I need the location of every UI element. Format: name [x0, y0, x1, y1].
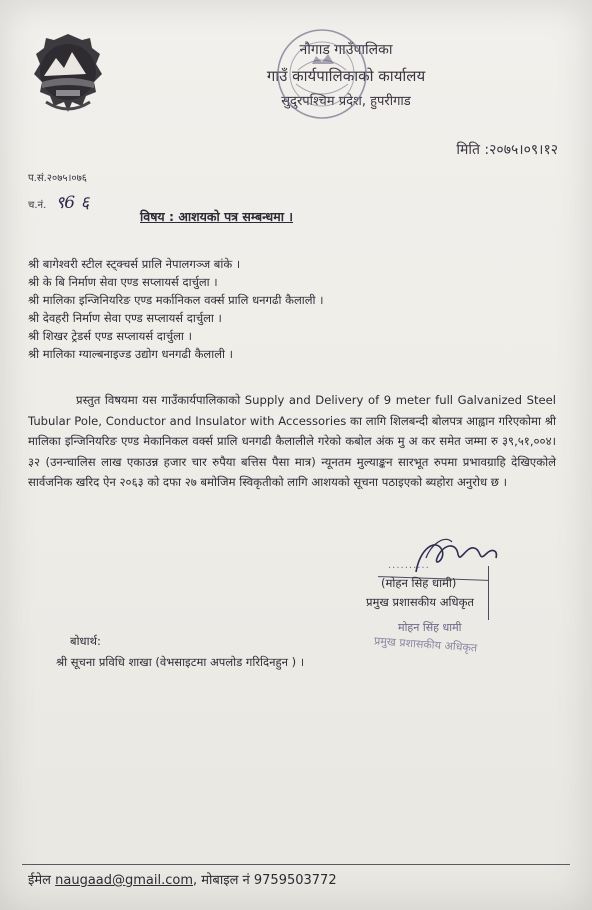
stamp-title: प्रमुख प्रशासकीय अधिकृत	[373, 634, 478, 655]
dispatch-label: च.नं.	[28, 200, 47, 211]
signatory-title: प्रमुख प्रशासकीय अधिकृत	[366, 595, 474, 609]
stamp-name: मोहन सिंह धामी	[398, 621, 462, 634]
email-label: ईमेल	[28, 873, 51, 888]
letter-body: प्रस्तुत विषयमा यस गाउँकार्यपालिकाको Supply and Delivery of 9 meter full Galvanized Steel Tubular Pole, Conductor and Insulator with Accessories का लागि शिलबन्दी बोलपत्र आह्वान गरिएकोमा श्री मालिका इन्जिनियरिङ एण्ड मेकानिकल वर्क्स प्रालि धनगढी कैलालीले गरेको कबोल अंक मु अ कर समेत जम्मा रु ३९,५१,००४।३२ (उनन्चालिस लाख एकाउन्न हजार चार रुपैया बत्तिस पैसा मात्र) न्यूनतम मुल्याङ्कन सारभूत रुपमा प्रभावग्राहि देखिएकोले सार्वजनिक खरिद ऐन २०६३ को दफा २७ बमोजिम स्विकृतीको लागि आशयको सूचना पठाइएको ब्यहोरा अनुरोध छ ।	[28, 393, 556, 489]
recipient-list	[28, 255, 324, 363]
recipient-item: श्री देवहरी निर्माण सेवा एण्ड सप्लायर्स दार्चुला ।	[28, 311, 222, 325]
dispatch-number	[28, 190, 89, 213]
reference-number: प.सं.२०७५।०७६	[28, 173, 87, 184]
mobile-number: , मोबाइल नं 9759503772	[193, 873, 337, 888]
footer-contact	[28, 870, 337, 888]
letter-date: मिति :२०७५।०९।१२	[456, 142, 558, 158]
recipient-item: श्री मालिका इन्जिनियरिङ एण्ड मर्कानिकल वर्क्स प्रालि धनगढी कैलाली ।	[28, 293, 324, 307]
bodhartha-item: श्री सूचना प्रविधि शाखा (वेभसाइटमा अपलोड गरिदिनहुन ) ।	[56, 655, 305, 669]
recipient-item: श्री मालिका ग्याल्बनाइज्ड उद्योग धनगढी कैलाली ।	[28, 347, 233, 361]
bodhartha-label: बोधार्थ:	[70, 634, 101, 648]
municipality-name: नौगाड गाउँपालिका	[299, 42, 393, 58]
letter-subject: विषय : आशयको पत्र सम्बन्धमा ।	[140, 209, 294, 224]
signature-scribble	[386, 528, 526, 580]
recipient-item: श्री शिखर ट्रेडर्स एण्ड सप्लायर्स दार्चुला ।	[28, 329, 192, 343]
signature-dots: ..........	[388, 560, 430, 571]
email-link[interactable]: naugaad@gmail.com	[55, 873, 194, 888]
stamp-line	[488, 566, 489, 620]
office-name: गाउँ कार्यपालिकाको कार्यालय	[266, 67, 426, 85]
signatory-name: (मोहन सिह धामी)	[381, 576, 457, 590]
recipient-item: श्री बागेश्वरी स्टील स्ट्क्चर्स प्रालि नेपालगञ्ज बांके ।	[28, 257, 241, 271]
dispatch-value: ९6 ६	[55, 193, 90, 213]
footer-divider	[22, 864, 570, 865]
office-seal-icon	[262, 20, 382, 128]
office-address: सुदुरपश्चिम प्रदेश, हुपरीगाड	[281, 94, 411, 109]
recipient-item: श्री के बि निर्माण सेवा एण्ड सप्लायर्स दार्चुला ।	[28, 275, 218, 289]
